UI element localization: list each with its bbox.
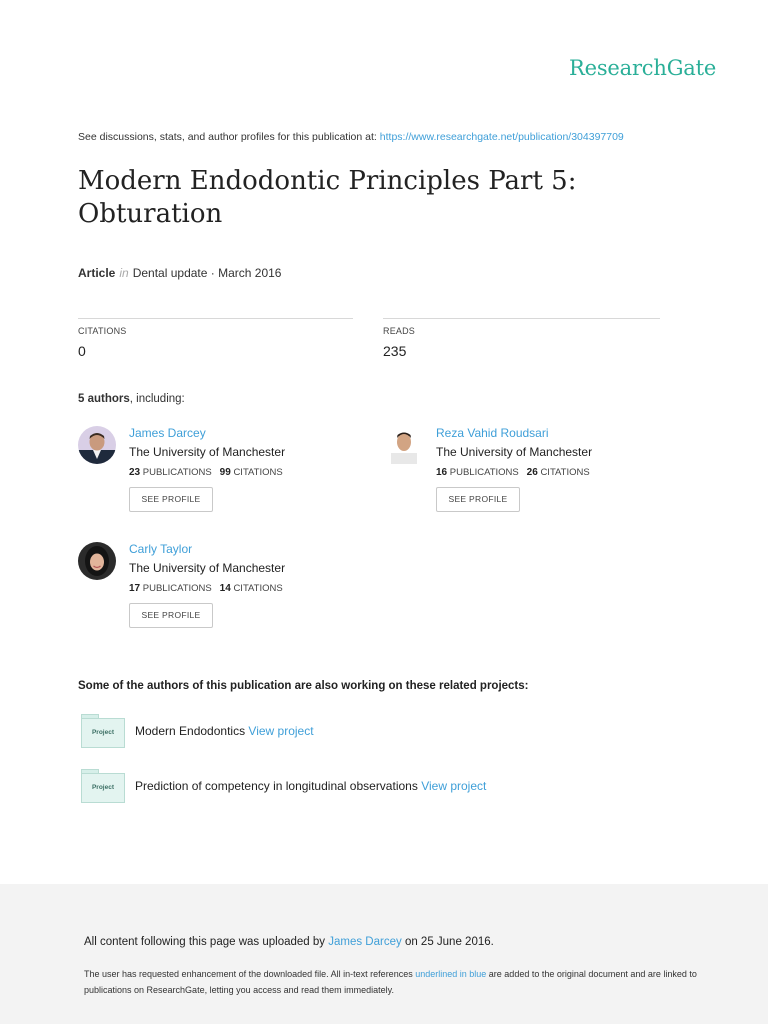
venue-date: Dental update · March 2016 [132, 266, 282, 280]
publications-label: PUBLICATIONS [142, 583, 212, 594]
related-projects-heading: Some of the authors of this publication are also working on these related projects: [78, 680, 529, 692]
publication-type: Article [78, 266, 116, 280]
citations-count: 99 [219, 467, 231, 478]
citations-label: CITATIONS [78, 326, 127, 336]
project-item [81, 769, 681, 803]
folder-label: Project [81, 718, 125, 748]
citations-count: 26 [526, 467, 538, 478]
authors-count: 5 authors [78, 393, 130, 405]
upload-suffix: on 25 June 2016. [404, 936, 494, 948]
publication-title: Modern Endodontic Principles Part 5: Obturation [78, 166, 577, 229]
author-name[interactable]: Carly Taylor [129, 542, 193, 556]
author-institution: The University of Manchester [436, 445, 593, 459]
upload-line [84, 936, 494, 948]
author-institution: The University of Manchester [129, 561, 286, 575]
discussion-text: See discussions, stats, and author profiles for this publication at: [78, 131, 377, 143]
project-text [135, 779, 486, 793]
author-name[interactable]: James Darcey [129, 426, 206, 440]
note-suffix: are added to the original document and are linked to publications on ResearchGate, letting you access and read them immediately. [84, 969, 697, 995]
citations-label: CITATIONS [233, 467, 283, 478]
project-text [135, 724, 314, 738]
avatar[interactable] [78, 426, 116, 464]
in-word: in [119, 266, 129, 280]
project-name: Prediction of competency in longitudinal observations [135, 779, 418, 793]
folder-icon [81, 769, 125, 803]
citations-label: CITATIONS [233, 583, 283, 594]
author-counts [436, 467, 590, 478]
project-item [81, 714, 681, 748]
discussion-line [78, 131, 624, 143]
underlined-in-blue-link[interactable]: underlined in blue [415, 969, 487, 979]
citations-count: 14 [219, 583, 231, 594]
see-profile-button[interactable]: SEE PROFILE [129, 603, 213, 628]
publications-count: 16 [436, 467, 448, 478]
avatar[interactable] [78, 542, 116, 580]
researchgate-logo[interactable]: ResearchGate [569, 56, 717, 80]
avatar[interactable] [385, 426, 423, 464]
publications-count: 23 [129, 467, 141, 478]
author-card [78, 426, 338, 526]
reads-label: READS [383, 326, 416, 336]
publication-meta [78, 266, 281, 280]
author-card [78, 542, 338, 642]
publications-label: PUBLICATIONS [142, 467, 212, 478]
authors-suffix: , including: [129, 393, 185, 405]
author-name[interactable]: Reza Vahid Roudsari [436, 426, 549, 440]
publication-url-link[interactable]: https://www.researchgate.net/publication/304397709 [379, 131, 624, 143]
folder-icon [81, 714, 125, 748]
author-counts [129, 583, 283, 594]
citations-value: 0 [78, 343, 86, 359]
view-project-link[interactable]: View project [421, 779, 487, 793]
publications-label: PUBLICATIONS [449, 467, 519, 478]
see-profile-button[interactable]: SEE PROFILE [129, 487, 213, 512]
project-name: Modern Endodontics [135, 724, 246, 738]
view-project-link[interactable]: View project [248, 724, 314, 738]
author-institution: The University of Manchester [129, 445, 286, 459]
author-card [385, 426, 645, 526]
uploader-link[interactable]: James Darcey [328, 936, 402, 948]
authors-heading [78, 393, 185, 405]
author-counts [129, 467, 283, 478]
folder-label: Project [81, 773, 125, 803]
see-profile-button[interactable]: SEE PROFILE [436, 487, 520, 512]
reads-divider [383, 318, 660, 319]
citations-divider [78, 318, 353, 319]
reads-value: 235 [383, 343, 407, 359]
citations-label: CITATIONS [540, 467, 590, 478]
publications-count: 17 [129, 583, 141, 594]
footer [0, 884, 768, 1024]
note-prefix: The user has requested enhancement of the downloaded file. All in-text references [84, 969, 413, 979]
upload-prefix: All content following this page was uploaded by [84, 936, 326, 948]
enhancement-note [84, 966, 704, 998]
